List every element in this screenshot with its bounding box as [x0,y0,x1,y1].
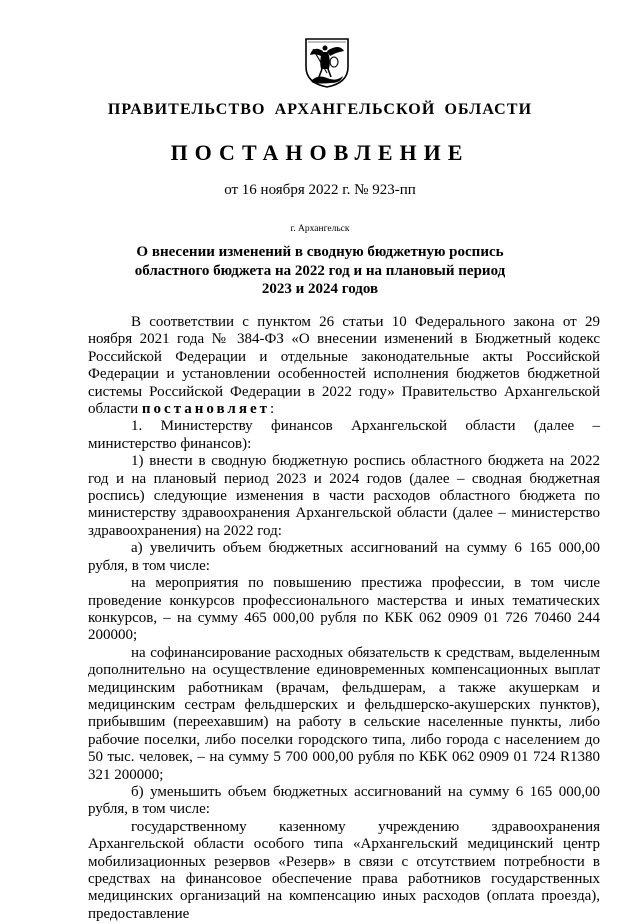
preamble-end: : [270,401,275,418]
subject-line: 2023 и 2024 годов [261,281,379,297]
body-paragraph: государственному казенному учреждению здравоохранения Архангельской области особого типа «Архангельский медицинский центр мобилизационных резервов «Резерв» в связи с отсутствием потребности в средствах на финансовое обеспечение права работников государственных медицинских организаций на компенсацию иных расходов (оплата проезда), предоставление [88,818,600,922]
body-paragraph: на софинансирование расходных обязательств к средствам, выделенным дополнительно на осуществление единовременных компенсационных выплат медицинским работникам (врачам, фельдшерам, а также акушеркам и медицинским сестрам фельдшерских и фельдшерско-акушерских пунктов), прибывшим (переехавшим) на работу в сельские населенные пункты, либо рабочие поселки, либо поселки городского типа, либо города с населением до 50 тыс. человек, – на сумму 5 700 000,00 рубля по КБК 062 0909 01 724 R1380 321 200000; [88,644,600,783]
subject-line: областного бюджета на 2022 год и на плановый период [134,262,506,279]
organization-name: ПРАВИТЕЛЬСТВО АРХАНГЕЛЬСКОЙ ОБЛАСТИ [107,101,533,118]
coat-of-arms-icon [303,37,351,89]
resolves-keyword: постановляет [141,401,270,418]
body-paragraph: на мероприятия по повышению престижа профессии, в том числе проведение конкурсов профессионального мастерства и иных тематических конкурсов, – на сумму 465 000,00 рубля по КБК 062 0909 01 726 70460 244 200000; [88,575,600,644]
preamble-text: В соответствии с пунктом 26 статьи 10 Федерального закона от 29 ноября 2021 года № 384-ФЗ «О внесении изменений в Бюджетный кодекс Российской Федерации и отдельные законодательные акты Российской Федерации и установлении особенностей исполнения бюджетов бюджетной системы Российской Федерации в 2022 году» Правительство Архангельской области [88,314,600,418]
document-subject [0,243,640,299]
document-type: ПОСТАНОВЛЕНИЕ [170,140,470,165]
body-paragraph: 1) внести в сводную бюджетную роспись областного бюджета на 2022 год и на плановый период 2023 и 2024 годов (далее – сводная бюджетная роспись) следующие изменения в части расходов областного бюджета по министерству здравоохранения Архангельской области (далее – министерство здравоохранения) на 2022 год: [88,453,600,539]
body-paragraph [88,314,600,418]
body-paragraph: а) увеличить объем бюджетных ассигнований на сумму 6 165 000,00 рубля, в том числе: [88,540,600,574]
document-body [88,314,600,923]
body-paragraph: 1. Министерству финансов Архангельской области (далее – министерство финансов): [88,418,600,452]
body-paragraph: б) уменьшить объем бюджетных ассигнований на сумму 6 165 000,00 рубля, в том числе: [88,783,600,818]
document-date-number: от 16 ноября 2022 г. № 923-пп [224,182,416,198]
subject-line: О внесении изменений в сводную бюджетную роспись [136,244,504,260]
document-city: г. Архангельск [290,224,350,234]
